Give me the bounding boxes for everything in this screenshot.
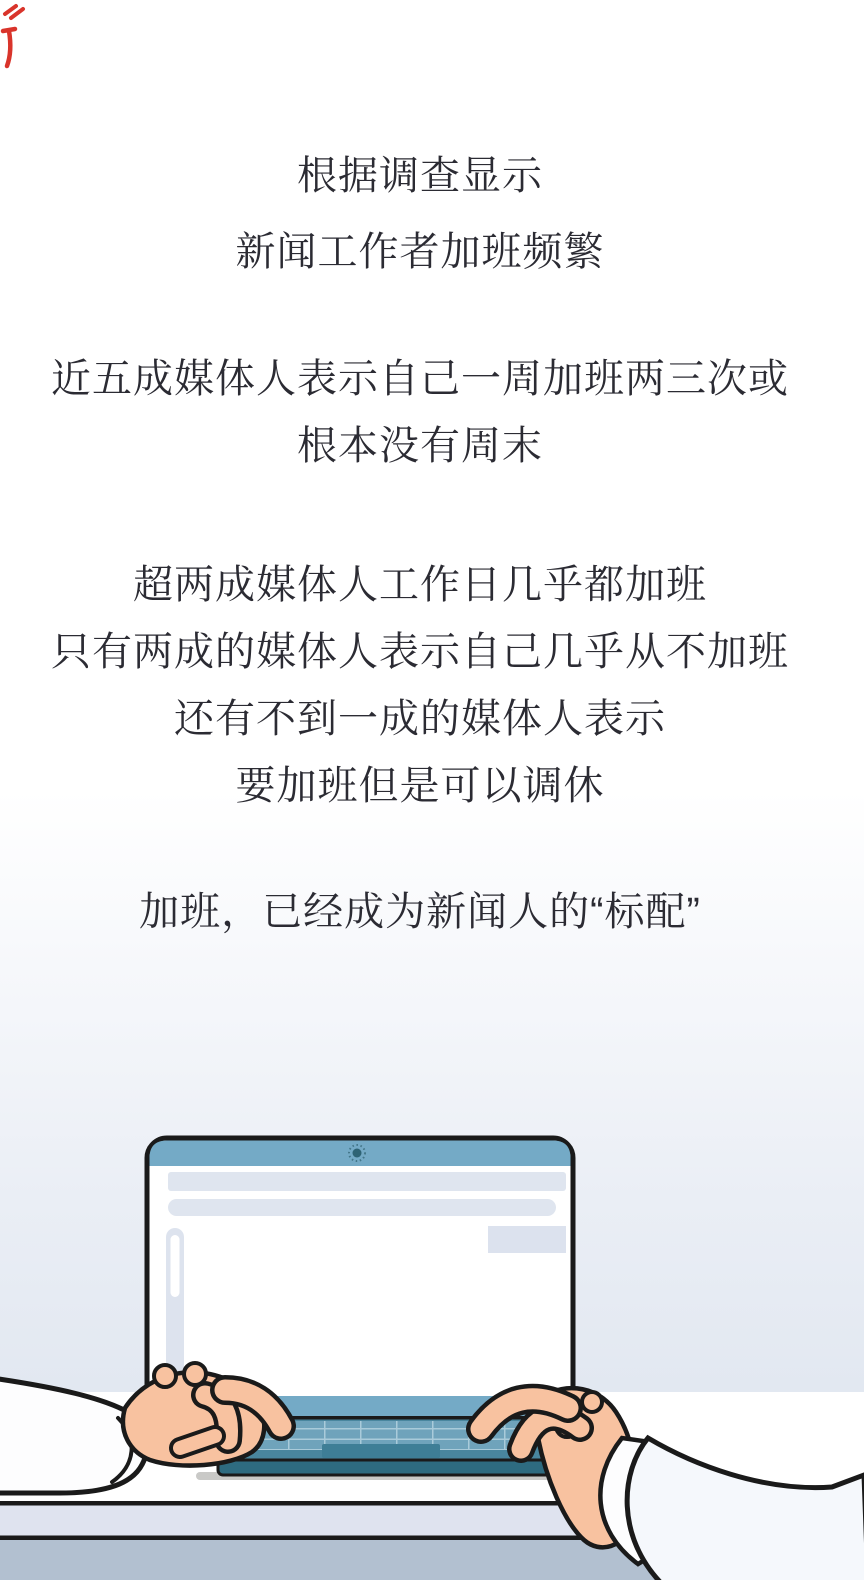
survey-paragraph-1 [0, 346, 840, 480]
survey-paragraph-2 [0, 552, 840, 820]
tagline-text [0, 886, 840, 938]
para2-line-3: 还有不到一成的媒体人表示 [174, 697, 666, 741]
spacebar-key [322, 1444, 440, 1458]
laptop-typing-illustration [0, 1080, 864, 1580]
webcam-icon [353, 1149, 362, 1158]
red-mark-ticks [5, 6, 23, 18]
para2-line-4: 要加班但是可以调休 [235, 764, 605, 808]
intro-text [0, 138, 840, 290]
para2-line-1: 超两成媒体人工作日几乎都加班 [133, 563, 707, 607]
scrollbar-thumb [171, 1235, 180, 1297]
right-knuckle [582, 1392, 602, 1412]
content-thumbnail [488, 1226, 566, 1253]
para1-line-1: 近五成媒体人表示自己一周加班两三次或 [51, 357, 789, 401]
red-mark-stroke [3, 29, 15, 66]
left-knuckle-1 [154, 1365, 176, 1387]
tagline-line: 加班，已经成为新闻人的“标配” [139, 890, 701, 934]
intro-line-2: 新闻工作者加班频繁 [235, 230, 605, 274]
content-bar-2 [168, 1199, 556, 1216]
content-bar-1 [168, 1172, 566, 1191]
red-corner-mark [0, 0, 40, 80]
intro-line-1: 根据调查显示 [297, 154, 543, 198]
para1-line-2: 根本没有周末 [297, 424, 543, 468]
para2-line-2: 只有两成的媒体人表示自己几乎从不加班 [51, 630, 789, 674]
